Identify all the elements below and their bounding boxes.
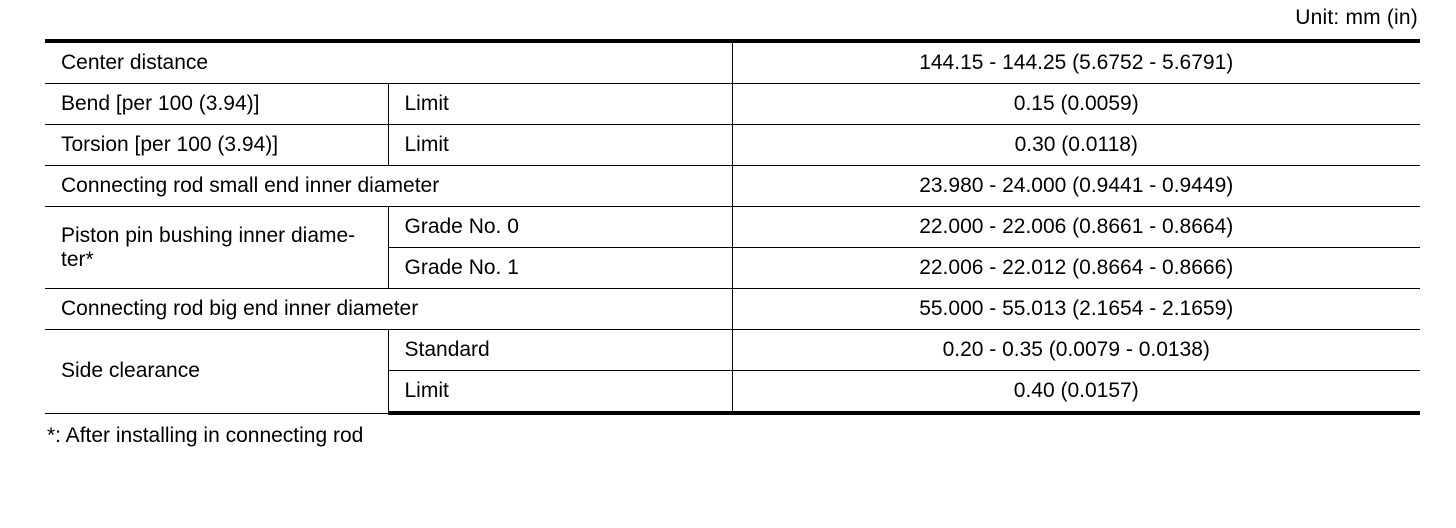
spec-value: 0.20 - 0.35 (0.0079 - 0.0138) (732, 330, 1420, 371)
table-row-bushing-grade-0 (45, 207, 1420, 248)
spec-value: 0.15 (0.0059) (732, 84, 1420, 125)
unit-label: Unit: mm (in) (1295, 6, 1418, 29)
table-row-side-clearance-standard (45, 330, 1420, 371)
sub-label: Standard (388, 330, 732, 371)
item-label: Bend [per 100 (3.94)] (45, 84, 388, 125)
spec-value: 0.30 (0.0118) (732, 125, 1420, 166)
item-label (45, 207, 388, 289)
item-label: Side clearance (45, 330, 388, 414)
sub-label: Limit (388, 84, 732, 125)
spec-value: 22.006 - 22.012 (0.8664 - 0.8666) (732, 248, 1420, 289)
spec-value: 22.000 - 22.006 (0.8661 - 0.8664) (732, 207, 1420, 248)
spec-value: 144.15 - 144.25 (5.6752 - 5.6791) (732, 41, 1420, 84)
item-label: Connecting rod big end inner diameter (45, 289, 732, 330)
item-label: Torsion [per 100 (3.94)] (45, 125, 388, 166)
table-row-small-end-diameter (45, 166, 1420, 207)
sub-label: Limit (388, 371, 732, 414)
item-label: Connecting rod small end inner diameter (45, 166, 732, 207)
sub-label: Grade No. 1 (388, 248, 732, 289)
table-row-center-distance (45, 41, 1420, 84)
sub-label: Grade No. 0 (388, 207, 732, 248)
spec-value: 23.980 - 24.000 (0.9441 - 0.9449) (732, 166, 1420, 207)
item-label-line-2: ter* (61, 247, 94, 271)
sub-label: Limit (388, 125, 732, 166)
spec-value: 0.40 (0.0157) (732, 371, 1420, 414)
connecting-rod-spec-table (45, 39, 1420, 415)
footnote: *: After installing in connecting rod (47, 424, 364, 447)
table-row-bend (45, 84, 1420, 125)
table-row-torsion (45, 125, 1420, 166)
spec-value: 55.000 - 55.013 (2.1654 - 2.1659) (732, 289, 1420, 330)
item-label: Center distance (45, 41, 732, 84)
item-label-line-1: Piston pin bushing inner diame- (61, 223, 356, 247)
table-row-big-end-diameter (45, 289, 1420, 330)
